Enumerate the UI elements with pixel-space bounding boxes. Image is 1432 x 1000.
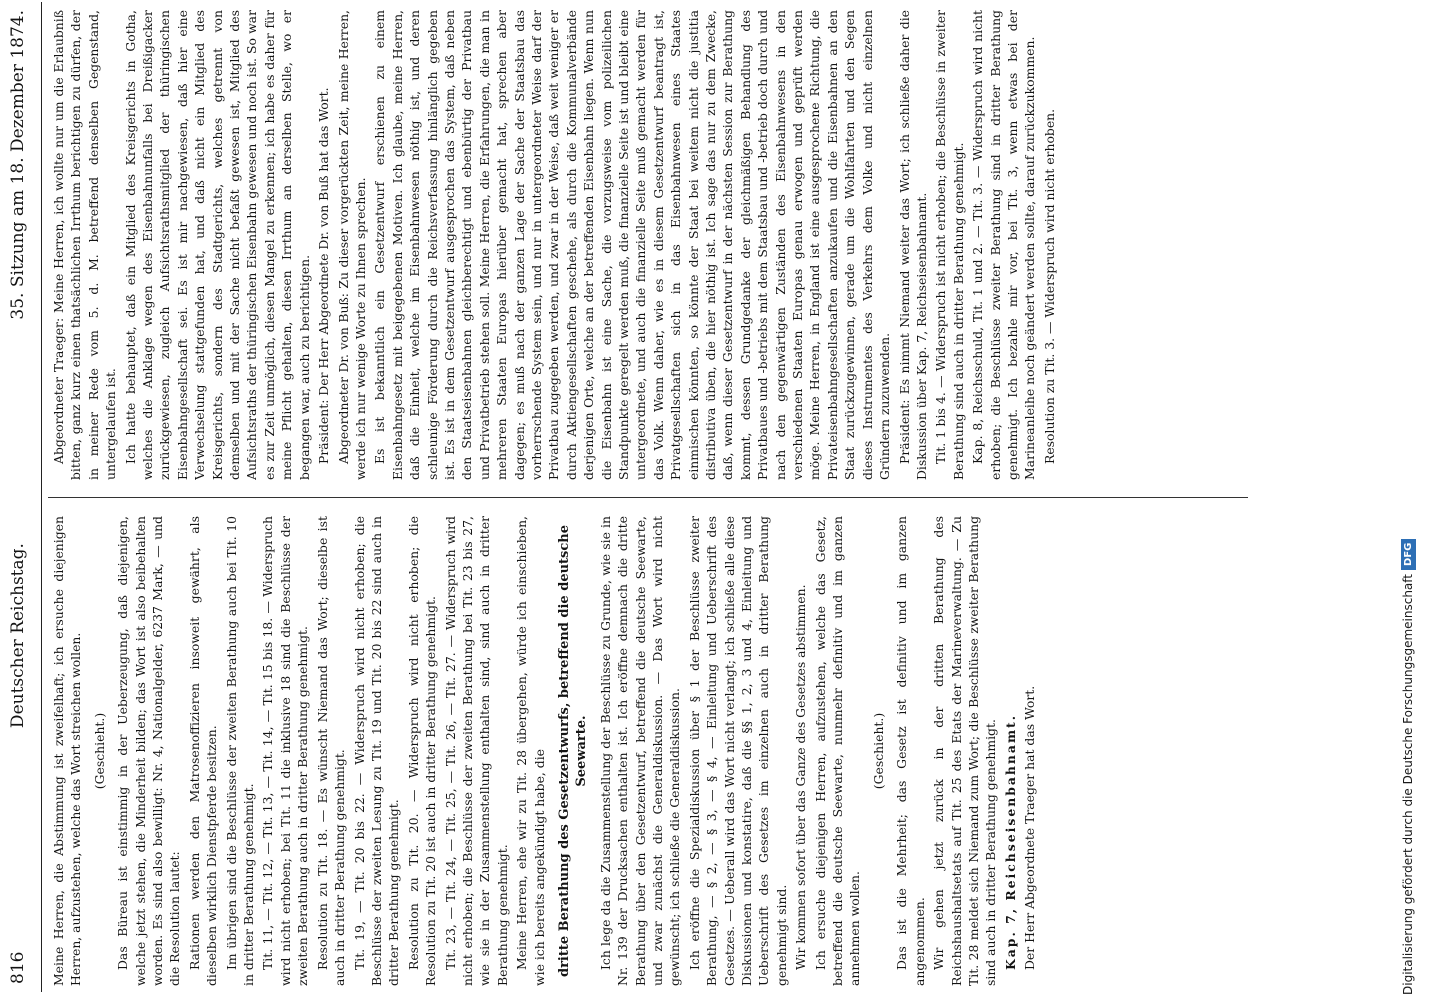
paragraph: Es ist bekanntlich ein Gesetzentwurf erschienen zu einem Eisenbahngesetz mit beigegebenen Motiven. Ich glaube, meine Herren, daß die Einheit, welche im Eisenbahnwesen nöthig ist, und deren schleunige Förderung durch die Reichsverfassung hinlänglich gegeben ist. Es ist in dem Gesetzentwurf ausgesprochen das System, daß neben den Staatseisenbahnen gleichberechtigt und ebenbürtig der Privatbau und Privatbetrieb stehen soll. Meine Herren, die Erfahrungen, die man in mehreren Staaten Europas hierüber gemacht hat, sprechen aber dagegen; es muß nach der ganzen Lage der Sache der Staatsbau das vorherrschende System sein, und nur in untergeordneter Weise darf der Privatbau zugegeben werden, und zwar in der Weise, daß weit weniger er durch Aktiengesellschaften geschehe, als durch die Kommunalverbände derjenigen Orte, welche an der betreffenden Eisenbahn liegen. Wenn nun die Eisenbahn ist eine Sache, die vorzugsweise vom polizeilichen Standpunkte geregelt werden muß, die finanzielle Seite ist und bleibt eine untergeordnete, und auch die finanzielle Seite muß gemacht werden für das Volk. Wenn daher, wie es in diesem Gesetzentwurf beantragt ist, Privatgesellschaften sich in das Eisenbahnwesen eines Staates einmischen könnten, so könnte der Staat bei weitem nicht die justitia distributiva üben, die hier nöthig ist. Ich sage das nur zu dem Zwecke, daß, wenn dieser Gesetzentwurf in der nächsten Session zur Berathung kommt, dessen Grundgedanke der gleichmäßigen Behandlung des Privatbaues und -betriebs mit dem Staatsbau und -betrieb doch durch und nach den gegenwärtigen Zuständen des Eisenbahnwesens in den verschiedenen Staaten Europas genau erwogen und geprüft werden möge. Meine Herren, in England ist eine ausgesprochene Richtung, die Privateisenbahngesellschaften anzukaufen und die Eisenbahnen an den Staat zurückzugewinnen, gerade um die Wohlfahrten und den Segen dieses Instrumentes des Verkehrs dem Volke und nicht einzelnen Gründern zuzuwenden. — [372, 10, 893, 480]
section-heading: dritte Berathung des Gesetzentwurfs, betreffend die deutsche Seewarte. — [556, 524, 590, 978]
paragraph: Tit. 19, — Tit. 20 bis 22. — Widerspruch wird nicht erhoben; die Beschlüsse der zweiten Lesung zu Tit. 19 und Tit. 20 bis 22 sind auch in dritter Berathung genehmigt. — [351, 516, 402, 986]
dfg-logo: DFG — [1401, 539, 1416, 570]
paragraph: Meine Herren, ehe wir zu Tit. 28 übergehen, würde ich einschieben, wie ich bereits angekündigt habe, die — [514, 516, 547, 986]
paragraph: Resolution zu Tit. 20. — Widerspruch wird nicht erhoben; die Resolution zu Tit. 20 ist auch in dritter Berathung genehmigt. — [405, 516, 439, 986]
column-divider — [48, 497, 1248, 498]
paragraph: Meine Herren, die Abstimmung ist zweifelhaft; ich ersuche diejenigen Herren, aufzustehen, welche das Wort streichen wollen. — [51, 516, 84, 986]
digitization-sidebar — [1394, 5, 1422, 995]
paragraph: Der Herr Abgeordnete Traeger hat das Wort. — [1022, 685, 1038, 970]
paragraph: Präsident: Es nimmt Niemand weiter das Wort; ich schließe daher die Diskussion über Kap. 7, Reichseisenbahnamt. — [896, 10, 929, 480]
paragraph: Abgeordneter Dr. von Buß: Zu dieser vorgerückten Zeit, meine Herren, werde ich nur wenige Worte zu Ihnen sprechen. — [335, 10, 368, 480]
paragraph: Resolution zu Tit. 18. — Es wünscht Niemand das Wort; dieselbe ist auch in dritter Berathung genehmigt. — [314, 516, 348, 986]
paragraph: Ich hatte behauptet, daß ein Mitglied des Kreisgerichts in Gotha, welches die Anklage wegen des Eisenbahnunfalls bei Dreißigacker zurückgewiesen, zugleich Aufsichtsrathsmitglied der thüringischen Eisenbahngesellschaft sei. Es ist mir nachgewiesen, daß hier eine Verwechselung stattgefunden hat, und daß nicht ein Mitglied des Kreisgerichts, sondern des Stadtgerichts, welches getrennt von demselben und mit der Sache nicht befaßt gewesen ist, Mitglied des Aufsichtsraths der thüringischen Eisenbahn gewesen und noch ist. So war es zur Zeit unmöglich, diesen Mangel zu erkennen; ich habe es daher für meine Pflicht gehalten, diesen Irrthum an derselben Stelle, wo er begangen war, auch zu berichtigen. — [122, 10, 312, 480]
page-number: 816 — [8, 951, 28, 984]
paragraph: Kap. 8, Reichsschuld, Tit. 1 und 2. — Tit. 3. — Widerspruch wird nicht erhoben; die Beschlüsse zweiter Berathung sind in dritter Berathung genehmigt. Ich bezahle mir vor, bei Tit. 3, wenn etwas bei der Marineanleihe noch geändert werden sollte, darauf zurückzukommen. — [970, 10, 1038, 480]
paragraph: Ich lege da die Zusammenstellung der Beschlüsse zu Grunde, wie sie in Nr. 139 der Drucksachen enthalten ist. Ich eröffne demnach die dritte Berathung über den Gesetzentwurf, betreffend die deutsche Seewarte, und zwar zunächst die Generaldiskussion. — Das Wort wird nicht gewünscht; ich schließe die Generaldiskussion. — [597, 516, 683, 986]
stage-direction: (Geschieht.) — [91, 712, 107, 790]
paragraph: Das ist die Mehrheit; das Gesetz ist definitiv und im ganzen angenommen. — [894, 516, 927, 986]
paragraph: Kap. 7, Reichseisenbahnamt. — [1002, 713, 1018, 970]
resolution-text: Rationen werden den Matrosenoffizieren insoweit gewährt, als dieselben wirklich Dienstpferde besitzen. — [186, 516, 220, 986]
rotated-page — [8, 2, 1403, 992]
digitization-note: Digitalisierung gefördert durch die Deutsche Forschungsgemeinschaft — [1401, 573, 1415, 995]
stage-direction: (Geschieht.) — [870, 712, 886, 790]
paragraph: Tit. 11, — Tit. 12, — Tit. 13, — Tit. 14, — Tit. 15 bis 18. — Widerspruch wird nicht erhoben; bei Tit. 11 die inklusive 18 sind die Beschlüsse der zweiten Berathung auch in dritter Berathung genehmigt. — [260, 516, 311, 986]
paragraph: Tit. 1 bis 4. — Widerspruch ist nicht erhoben; die Beschlüsse in zweiter Berathung sind auch in dritter Berathung genehmigt. — [933, 10, 966, 480]
page-header — [8, 2, 42, 992]
paragraph: Wir gehen jetzt zurück in der dritten Berathung des Reichshaushaltsetats auf Tit. 25 des Etats der Marineverwaltung. — Zu Tit. 28 meldet sich Niemand zum Wort; die Beschlüsse zweiter Berathung sind auch in dritter Berathung genehmigt. — [931, 516, 999, 986]
publication-title: Deutscher Reichstag. — [8, 543, 28, 729]
paragraph: Wir kommen sofort über das Ganze des Gesetzes abstimmen. — [793, 584, 809, 970]
paragraph: Tit. 23, — Tit. 24, — Tit. 25, — Tit. 26, — Tit. 27. — Widerspruch wird nicht erhoben; die Beschlüsse der zweiten Berathung bei Tit. 23 bis 27, wie sie in der Zusammenstellung enthalten sind, sind auch in dritter Berathung genehmigt. — [442, 516, 510, 986]
paragraph: Ich eröffne die Spezialdiskussion über § 1 der Beschlüsse zweiter Berathung, — § 2, — § 3, — § 4, — Einleitung und Ueberschrift des Gesetzes. — Ueberall wird das Wort nicht verlangt; ich schließe alle diese Diskussionen und konstatire, daß die §§ 1, 2, 3 und 4, Einleitung und Ueberschrift des Gesetzes im einzelnen auch in dritter Berathung genehmigt sind. — [686, 516, 789, 986]
left-column — [50, 516, 1340, 986]
paragraph: Im übrigen sind die Beschlüsse der zweiten Berathung auch bei Tit. 10 in dritter Berathung genehmigt. — [223, 516, 257, 986]
paragraph: Resolution zu Tit. 3. — Widerspruch wird nicht erhoben. — [1041, 108, 1057, 464]
paragraph: Ich ersuche diejenigen Herren, aufzustehen, welche das Gesetz, betreffend die deutsche Seewarte, nunmehr definitiv und im ganzen annehmen wollen. — [812, 516, 863, 986]
paragraph: Präsident: Der Herr Abgeordnete Dr. von Buß hat das Wort. — [316, 87, 332, 464]
paragraph: Abgeordneter Traeger: Meine Herren, ich wollte nur um die Erlaubniß bitten, ganz kurz einen thatsächlichen Irrthum berichtigen zu dürfen, der in meiner Rede vom 5. d. M. betreffend denselben Gegenstand, untergelaufen ist. — [51, 10, 119, 480]
paragraph: Das Büreau ist einstimmig in der Ueberzeugung, daß diejenigen, welche jetzt stehen, die Minderheit bilden; das Wort ist also beibehalten worden. Es sind also bewilligt: Nr. 4, Nationalgelder, 6237 Mark, — und die Resolution lautet: — [115, 516, 183, 986]
session-title: 35. Sitzung am 18. Dezember 1874. — [8, 10, 28, 320]
right-column — [50, 10, 1340, 480]
